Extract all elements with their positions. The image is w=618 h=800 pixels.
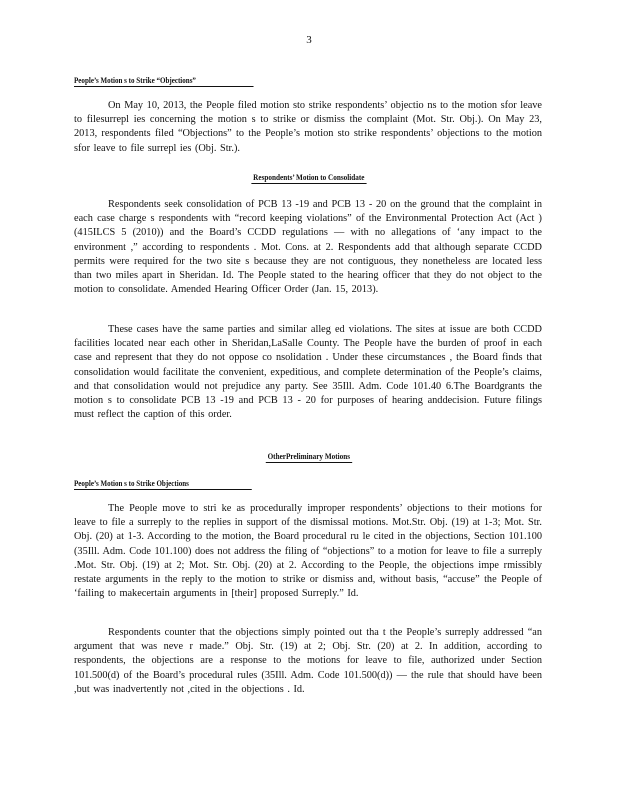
section-heading-motion-consolidate xyxy=(0,173,618,184)
paragraph-strike-objections-1: The People move to stri ke as procedurally improper respondents’ objections to their motions for leave to file a surreply to the replies in support of the dismissal motions. Mot.Str. Obj. (19) at 1-3; Mot. Str. Obj. (20) at 1-3. According to the motion, the Board procedural ru le cited in the objections, Section 101.100 (35Ill. Adm. Code 101.100) does not address the filing of “objections” to a motion for leave to file a surreply .Mot. Str. Obj. (19) at 2; Mot. Str. Obj. (20) at 2. According to the People, the objections impe rmissibly restate arguments in the reply to the motion to strike or dismiss and, without basis, “accuse” the People of ‘failing to makecertain arguments in [their] proposed Surreply.” Id. xyxy=(74,503,542,600)
section-heading-motion-strike-objections-2: People’s Motion s to Strike Objections xyxy=(74,479,252,490)
paragraph-consolidate-2: These cases have the same parties and similar alleg ed violations. The sites at issue are both CCDD facilities located near each other in Sheridan,LaSalle County. The People have the burden of proof in each case and represent that they do not oppose co nsolidation . Under these circumstances , the Board finds that consolidation would facilitate the convenient, expeditious, and complete determination of the People’s claims, and that consolidation would not prejudice any party. See 35Ill. Adm. Code 101.40 6.The Boardgrants the motion s to consolidate PCB 13 -19 and PCB 13 - 20 for purposes of hearing anddecision. Future filings must reflect the caption of this order. xyxy=(74,324,542,421)
section-heading-other-preliminary-text: OtherPreliminary Motions xyxy=(267,452,351,461)
section-heading-motion-strike-objections: People’s Motion s to Strike “Objections” xyxy=(74,76,254,87)
section-heading-motion-consolidate-text: Respondents’ Motion to Consolidate xyxy=(253,173,365,182)
paragraph-strike-objections-2: Respondents counter that the objections simply pointed out tha t the People’s surreply addressed “an argument that was neve r made.” Obj. Str. (19) at 2; Obj. Str. (20) at 2. In addition, according to respondents, the objections are a response to the motions for leave to file, authorized under Section 101.500(d) of the Board’s procedural rules (35Ill. Adm. Code 101.500(d)) — the rule that should have been ,but was inadvertently not ,cited in the objections . Id. xyxy=(74,627,542,695)
page-number: 3 xyxy=(306,34,312,46)
paragraph-consolidate-1: Respondents seek consolidation of PCB 13 -19 and PCB 13 - 20 on the ground that the complaint in each case charge s respondents with “record keeping violations” of the Environmental Protection Act (Act ) (415ILCS 5 (2010)) and the Board’s CCDD regulations — with no allegations of ‘any impact to the environment ,” according to respondents . Mot. Cons. at 2. Respondents add that although separate CCDD permits were required for the two site s because they are not contiguous, they nonetheless are located less than two miles apart in Sheridan. Id. The People stated to the hearing officer that they do not object to the motion to consolidate. Amended Hearing Officer Order (Jan. 15, 2013). xyxy=(74,199,542,296)
section-heading-other-preliminary xyxy=(0,452,618,463)
paragraph-motion-strike-objections: On May 10, 2013, the People filed motion sto strike respondents’ objectio ns to the motion sfor leave to filesurrepl ies concerning the motion s to strike or dismiss the complaint (Mot. Str. Obj.). On May 23, 2013, respondents filed “Objections” to the People’s motion sto strike respondents’ objections to the motion sfor leave to file surrepl ies (Obj. Str.). xyxy=(74,100,542,154)
